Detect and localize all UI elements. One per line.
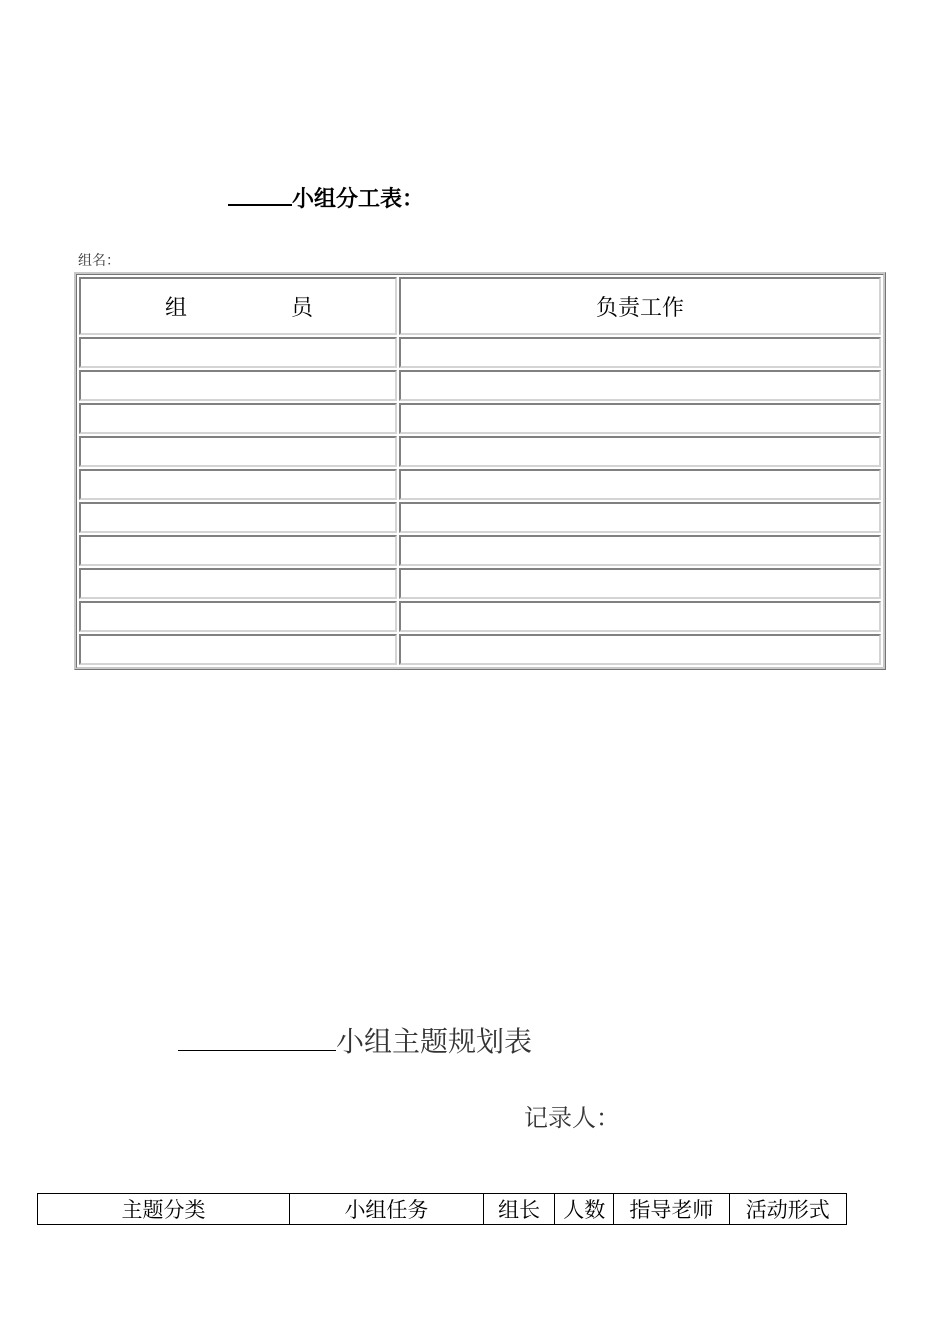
- header-activity-form: 活动形式: [729, 1194, 846, 1225]
- work-cell[interactable]: [399, 337, 881, 368]
- recorder-label: 记录人：: [524, 1104, 620, 1132]
- topic-plan-title: [178, 1024, 532, 1060]
- table-row: [79, 535, 881, 566]
- topic-plan-title-text: 小组主题规划表: [336, 1025, 533, 1058]
- member-cell[interactable]: [79, 502, 397, 533]
- header-advisor: 指导老师: [614, 1194, 729, 1225]
- header-member: [79, 277, 397, 335]
- table-row: [79, 469, 881, 500]
- header-work: 负责工作: [399, 277, 881, 335]
- table-row: [79, 634, 881, 665]
- member-cell[interactable]: [79, 337, 397, 368]
- table-row: [79, 568, 881, 599]
- table-row: [79, 436, 881, 467]
- table-row: [79, 370, 881, 401]
- member-cell[interactable]: [79, 634, 397, 665]
- work-cell[interactable]: [399, 601, 881, 632]
- table-row: [79, 502, 881, 533]
- division-table-title: [228, 184, 424, 214]
- table-row: [79, 601, 881, 632]
- work-cell[interactable]: [399, 403, 881, 434]
- header-topic-category: 主题分类: [38, 1194, 290, 1225]
- division-table: [74, 272, 886, 670]
- group-name-blank: [228, 186, 292, 206]
- work-cell[interactable]: [399, 370, 881, 401]
- table-row: [79, 337, 881, 368]
- header-member-char-1: 组: [165, 295, 188, 321]
- header-leader: 组长: [483, 1194, 554, 1225]
- member-cell[interactable]: [79, 568, 397, 599]
- division-table-header-row: [79, 277, 881, 335]
- topic-plan-header-row: [38, 1194, 847, 1225]
- member-cell[interactable]: [79, 436, 397, 467]
- header-headcount: 人数: [555, 1194, 614, 1225]
- work-cell[interactable]: [399, 634, 881, 665]
- work-cell[interactable]: [399, 469, 881, 500]
- group-name-label: 组名：: [78, 253, 120, 269]
- work-cell[interactable]: [399, 535, 881, 566]
- member-cell[interactable]: [79, 535, 397, 566]
- member-cell[interactable]: [79, 403, 397, 434]
- header-group-task: 小组任务: [289, 1194, 483, 1225]
- table-row: [79, 403, 881, 434]
- member-cell[interactable]: [79, 601, 397, 632]
- work-cell[interactable]: [399, 568, 881, 599]
- member-cell[interactable]: [79, 370, 397, 401]
- header-member-char-2: 员: [290, 295, 313, 321]
- topic-group-blank: [178, 1028, 336, 1051]
- work-cell[interactable]: [399, 436, 881, 467]
- member-cell[interactable]: [79, 469, 397, 500]
- work-cell[interactable]: [399, 502, 881, 533]
- topic-plan-table: [37, 1193, 847, 1225]
- division-table-title-text: 小组分工表：: [292, 186, 425, 212]
